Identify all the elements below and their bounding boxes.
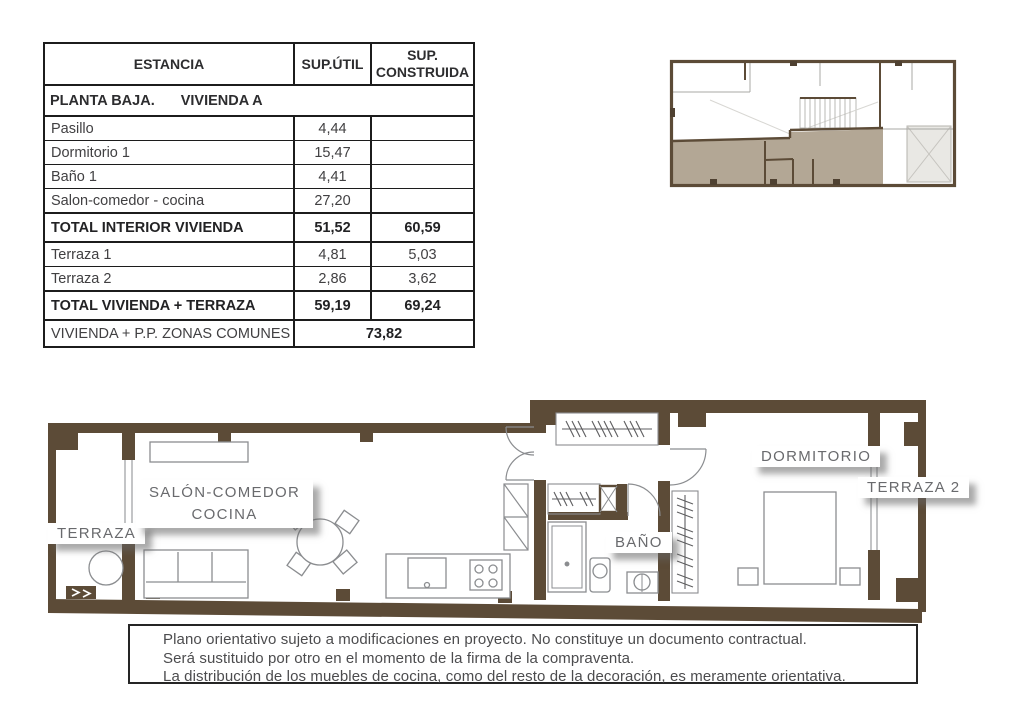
cell-construida: 69,24 — [371, 291, 474, 320]
sofa — [144, 550, 248, 598]
disclaimer-line3: La distribución de los muebles de cocina, como del resto de la decoración, es meramente orientativa. — [163, 668, 846, 685]
col-header-sup-util: SUP.ÚTIL — [294, 43, 371, 85]
cell-estancia: Baño 1 — [44, 165, 294, 189]
table-row — [44, 189, 474, 214]
keyplan-stairs — [805, 98, 850, 128]
cell-construida: 60,59 — [371, 213, 474, 242]
cell-util: 4,41 — [294, 165, 371, 189]
shower — [548, 522, 586, 592]
cell-estancia: Salon-comedor - cocina — [44, 189, 294, 214]
label-terraza: TERRAZA — [48, 523, 145, 544]
cell-estancia: Pasillo — [44, 116, 294, 141]
cell-estancia: Dormitorio 1 — [44, 141, 294, 165]
cell-util: 15,47 — [294, 141, 371, 165]
kitchen-tall-unit — [504, 484, 528, 550]
label-dormitorio: DORMITORIO — [752, 446, 880, 467]
table-header-row — [44, 43, 474, 85]
footer-value: 73,82 — [294, 320, 474, 347]
duct-shaft — [600, 486, 617, 512]
cell-util: 4,81 — [294, 242, 371, 267]
label-bano: BAÑO — [606, 532, 672, 553]
cell-estancia: TOTAL INTERIOR VIVIENDA — [44, 213, 294, 242]
nightstand-right — [840, 568, 860, 585]
pasillo-closet — [548, 484, 600, 514]
footer-name: VIVIENDA + P.P. ZONAS COMUNES — [44, 320, 294, 347]
cell-construida: 3,62 — [371, 267, 474, 292]
footer-row — [44, 320, 474, 347]
cell-construida — [371, 141, 474, 165]
cell-util: 2,86 — [294, 267, 371, 292]
cell-util: 27,20 — [294, 189, 371, 214]
label-salon-line2: COCINA — [191, 505, 258, 523]
table-row — [44, 116, 474, 141]
bed — [738, 492, 860, 585]
total-vivienda-row — [44, 291, 474, 320]
cell-construida — [371, 189, 474, 214]
table-row — [44, 141, 474, 165]
dormitorio-wardrobe — [672, 491, 698, 593]
hall-closet — [556, 413, 658, 445]
kitchen-stove — [470, 560, 502, 590]
col-header-sup-construida: SUP. CONSTRUIDA — [371, 43, 474, 85]
col-header-estancia: ESTANCIA — [44, 43, 294, 85]
key-plan-drawing — [650, 40, 980, 195]
table-row — [44, 165, 474, 189]
section-cell — [44, 85, 474, 116]
nightstand-left — [738, 568, 758, 585]
table-row — [44, 242, 474, 267]
total-interior-row — [44, 213, 474, 242]
cell-estancia: Terraza 2 — [44, 267, 294, 292]
kitchen-counter — [386, 554, 510, 598]
cell-estancia: Terraza 1 — [44, 242, 294, 267]
section-planta: PLANTA BAJA. — [50, 92, 155, 109]
keyplan-courtyard — [907, 126, 951, 182]
cell-construida: 5,03 — [371, 242, 474, 267]
label-terraza2: TERRAZA 2 — [858, 477, 969, 498]
section-vivienda: VIVIENDA A — [180, 92, 263, 109]
area-table — [43, 42, 475, 348]
key-plan — [650, 40, 980, 195]
disclaimer-line2: Será sustituido por otro en el momento de la firma de la compraventa. — [163, 649, 635, 667]
terraza-table — [89, 551, 123, 585]
toilet — [590, 558, 610, 592]
cell-util: 4,44 — [294, 116, 371, 141]
sideboard — [150, 442, 248, 462]
washbasin — [627, 572, 658, 593]
cell-util: 51,52 — [294, 213, 371, 242]
cell-construida — [371, 165, 474, 189]
section-row — [44, 85, 474, 116]
cell-util: 59,19 — [294, 291, 371, 320]
table-row — [44, 267, 474, 292]
cell-construida — [371, 116, 474, 141]
cell-estancia: TOTAL VIVIENDA + TERRAZA — [44, 291, 294, 320]
disclaimer-line1: Plano orientativo sujeto a modificaciones en proyecto. No constituye un documento contractual. — [163, 631, 807, 648]
disclaimer-box — [128, 624, 918, 684]
label-salon-comedor-cocina — [136, 480, 313, 528]
label-salon-line1: SALÓN-COMEDOR — [149, 484, 301, 501]
